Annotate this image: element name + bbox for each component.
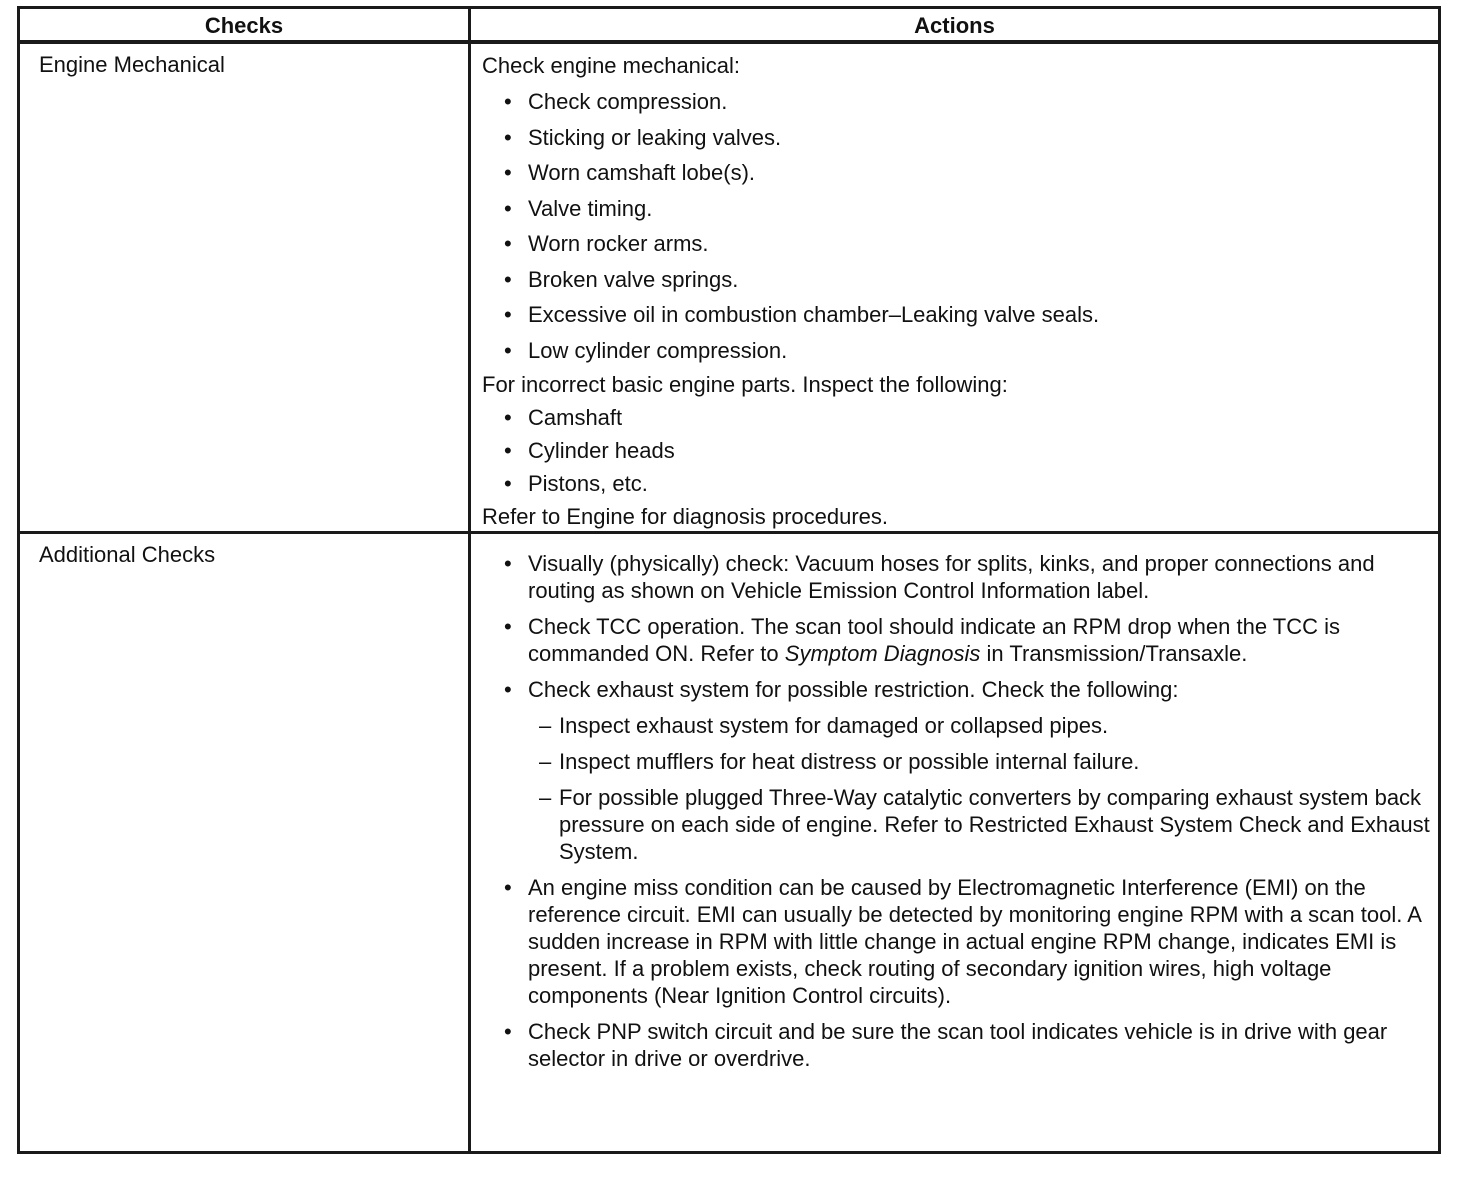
list-item: • Broken valve springs. <box>504 266 739 292</box>
list-item: • Check TCC operation. The scan tool should indicate an RPM drop when the TCC is commanded ON. Refer to Symptom Diagnosis in Transmission/Transaxle. <box>504 614 1340 666</box>
list-item: • Pistons, etc. <box>504 470 648 496</box>
actions-header: Actions <box>914 13 995 38</box>
sub-list-item: – Inspect mufflers for heat distress or possible internal failure. <box>539 749 1140 774</box>
list-item: • Low cylinder compression. <box>504 337 788 363</box>
list-item: • Worn rocker arms. <box>504 231 709 256</box>
actions-engine-mechanical <box>482 53 1432 530</box>
row-divider <box>20 531 1438 534</box>
intro-text-2: For incorrect basic engine parts. Inspect the following: <box>482 371 1008 397</box>
list-item: • Valve timing. <box>504 195 653 221</box>
list-item: • Check compression. <box>504 89 728 114</box>
actions-additional-checks <box>482 550 1432 1072</box>
refer-text: Refer to Engine for diagnosis procedures. <box>482 503 889 529</box>
list-item: • Check PNP switch circuit and be sure the scan tool indicates vehicle is in drive with gear selector in drive or overdrive. <box>504 1019 1388 1071</box>
list-item: • Visually (physically) check: Vacuum hoses for splits, kinks, and proper connections and routing as shown on Vehicle Emission Control Information label. <box>504 551 1375 603</box>
sub-list-item: – For possible plugged Three-Way catalytic converters by comparing exhaust system back pressure on each side of engine. Refer to Restricted Exhaust System Check and Exhaust System. <box>539 785 1430 864</box>
list-item: • An engine miss condition can be caused by Electromagnetic Interference (EMI) on the reference circuit. EMI can usually be detected by monitoring engine RPM with a scan tool. A sudden increase in RPM with little change in actual engine RPM change, indicates EMI is present. If a problem exists, check routing of secondary ignition wires, high voltage components (Near Ignition Control circuits). <box>504 875 1421 1008</box>
check-engine-mechanical: Engine Mechanical <box>39 52 225 77</box>
checks-actions-table <box>17 6 1441 1154</box>
list-item: • Check exhaust system for possible restriction. Check the following: <box>504 677 1179 702</box>
sub-list-item: – Inspect exhaust system for damaged or collapsed pipes. <box>539 713 1109 738</box>
list-item: • Cylinder heads <box>504 437 675 463</box>
list-item: • Worn camshaft lobe(s). <box>504 160 756 185</box>
checks-header: Checks <box>204 13 284 38</box>
list-item: • Camshaft <box>504 404 623 430</box>
intro-text: Check engine mechanical: <box>482 53 741 78</box>
header-divider <box>20 40 1438 44</box>
list-item: • Sticking or leaking valves. <box>504 124 782 150</box>
check-additional-checks: Additional Checks <box>39 542 216 567</box>
list-item: • Excessive oil in combustion chamber–Leaking valve seals. <box>504 302 1100 327</box>
column-divider <box>468 9 471 1151</box>
